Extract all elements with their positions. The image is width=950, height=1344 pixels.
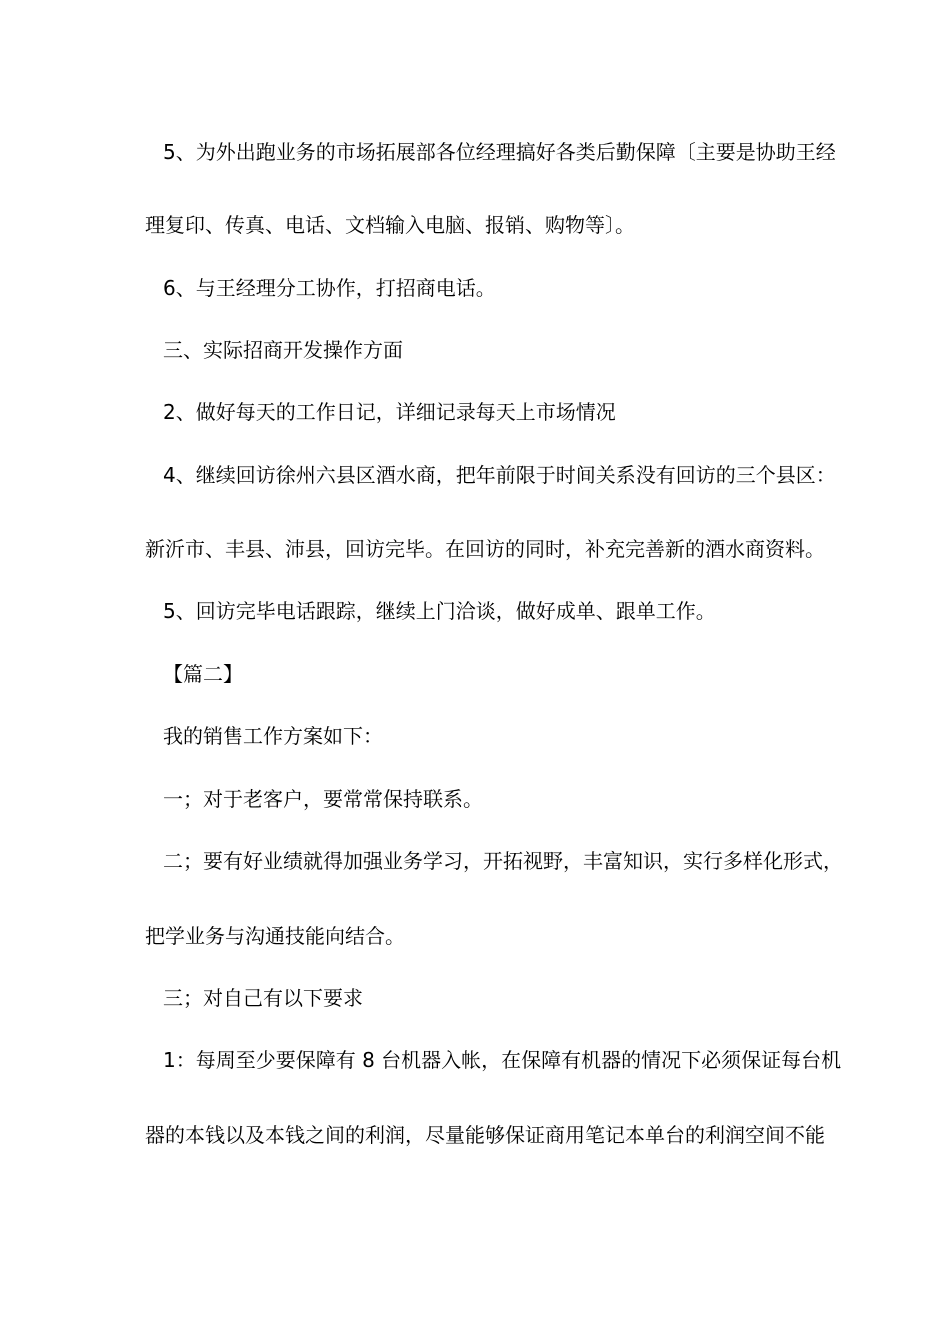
paragraph-line: 把学业务与沟通技能向结合。 xyxy=(145,924,405,948)
section-title: 【篇二】 xyxy=(163,662,243,686)
paragraph-line: 器的本钱以及本钱之间的利润，尽量能够保证商用笔记本单台的利润空间不能 xyxy=(145,1123,825,1147)
paragraph-line: 新沂市、丰县、沛县，回访完毕。在回访的同时，补充完善新的酒水商资料。 xyxy=(145,537,825,561)
paragraph-line: 6、与王经理分工协作，打招商电话。 xyxy=(163,276,496,300)
paragraph-line: 一；对于老客户，要常常保持联系。 xyxy=(163,787,483,811)
paragraph-line: 4、继续回访徐州六县区酒水商，把年前限于时间关系没有回访的三个县区： xyxy=(163,463,836,487)
paragraph-line: 二；要有好业绩就得加强业务学习，开拓视野，丰富知识，实行多样化形式， xyxy=(163,849,843,873)
paragraph-line: 2、做好每天的工作日记，详细记录每天上市场情况 xyxy=(163,400,616,424)
paragraph-line: 我的销售工作方案如下： xyxy=(163,724,383,748)
paragraph-line: 5、为外出跑业务的市场拓展部各位经理搞好各类后勤保障〔主要是协助王经 xyxy=(163,140,836,164)
paragraph-line: 1：每周至少要保障有 8 台机器入帐，在保障有机器的情况下必须保证每台机 xyxy=(163,1048,842,1072)
paragraph-line: 理复印、传真、电话、文档输入电脑、报销、购物等〕。 xyxy=(145,213,635,237)
paragraph-line: 三；对自己有以下要求 xyxy=(163,986,363,1010)
paragraph-line: 5、回访完毕电话跟踪，继续上门洽谈，做好成单、跟单工作。 xyxy=(163,599,716,623)
section-heading: 三、实际招商开发操作方面 xyxy=(163,338,403,362)
